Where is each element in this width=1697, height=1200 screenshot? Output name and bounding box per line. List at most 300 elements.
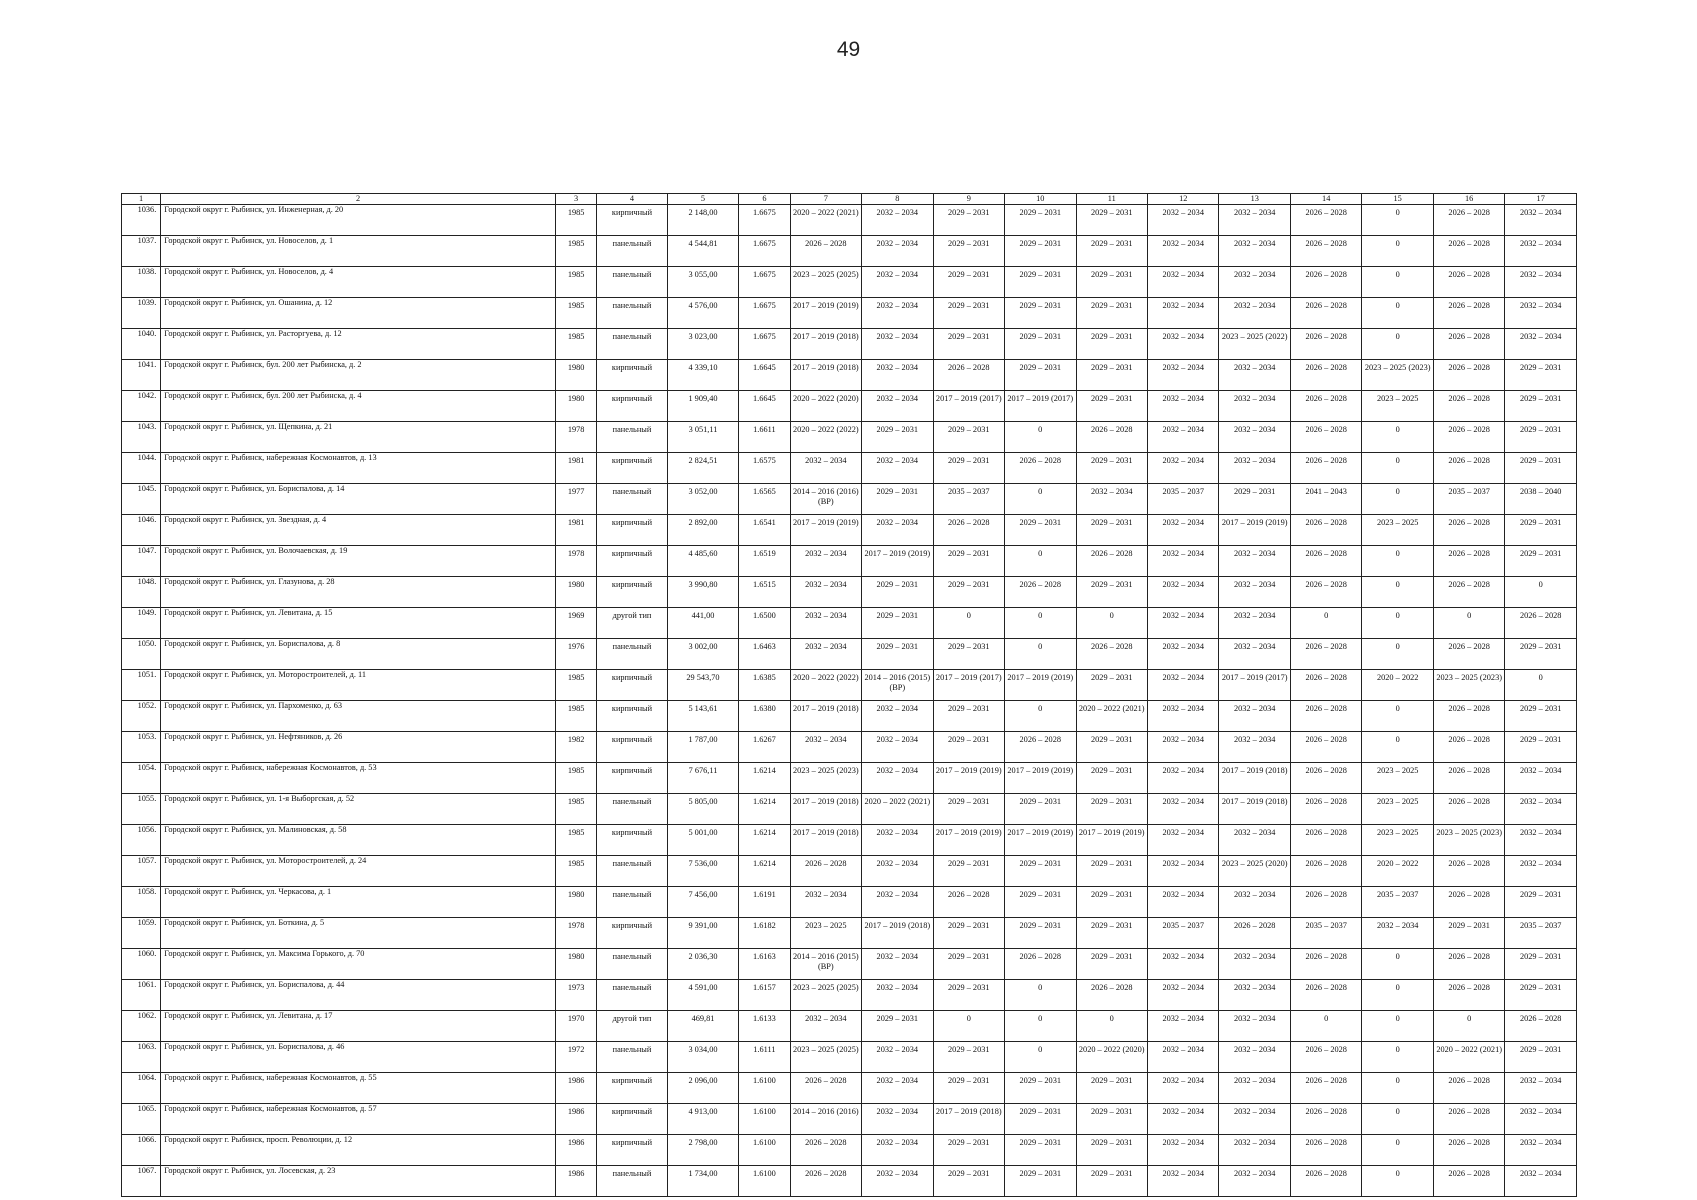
data-cell: 2035 – 2037 bbox=[933, 484, 1004, 515]
data-cell: 9 391,00 bbox=[667, 918, 738, 949]
data-cell: 2026 – 2028 bbox=[1076, 980, 1147, 1011]
data-cell: 5 143,61 bbox=[667, 701, 738, 732]
data-cell: 2029 – 2031 bbox=[1505, 980, 1577, 1011]
row-number-cell: 1037. bbox=[122, 236, 161, 267]
data-cell: 2029 – 2031 bbox=[933, 1135, 1004, 1166]
data-cell: 2032 – 2034 bbox=[862, 732, 933, 763]
data-cell: 2029 – 2031 bbox=[1076, 515, 1147, 546]
data-cell: 2023 – 2025 bbox=[1362, 825, 1433, 856]
data-cell: 2017 – 2019 (2018) bbox=[790, 360, 861, 391]
data-cell: 2026 – 2028 bbox=[1290, 1042, 1361, 1073]
data-cell: 1 734,00 bbox=[667, 1166, 738, 1197]
data-cell: кирпичный bbox=[597, 1073, 667, 1104]
data-cell: 1.6191 bbox=[739, 887, 790, 918]
data-cell: 1985 bbox=[555, 267, 596, 298]
data-cell: 2026 – 2028 bbox=[1290, 887, 1361, 918]
data-cell: 2026 – 2028 bbox=[790, 1135, 861, 1166]
data-cell: 1.6675 bbox=[739, 329, 790, 360]
data-cell: 2029 – 2031 bbox=[1076, 205, 1147, 236]
data-cell: 441,00 bbox=[667, 608, 738, 639]
address-cell: Городской округ г. Рыбинск, ул. Левитана, д. 17 bbox=[161, 1011, 556, 1042]
data-cell: 2029 – 2031 bbox=[1505, 949, 1577, 980]
address-cell: Городской округ г. Рыбинск, бул. 200 лет Рыбинска, д. 4 bbox=[161, 391, 556, 422]
data-cell: 2026 – 2028 bbox=[1290, 949, 1361, 980]
data-cell: 0 bbox=[1362, 546, 1433, 577]
data-cell: 1980 bbox=[555, 887, 596, 918]
data-cell: 0 bbox=[1362, 267, 1433, 298]
data-cell: 2026 – 2028 bbox=[933, 360, 1004, 391]
data-cell: 1.6541 bbox=[739, 515, 790, 546]
data-cell: 2020 – 2022 (2022) bbox=[790, 670, 861, 701]
data-cell: 2029 – 2031 bbox=[1005, 1135, 1076, 1166]
data-cell: 2026 – 2028 bbox=[1433, 515, 1504, 546]
data-cell: 2017 – 2019 (2018) bbox=[1219, 763, 1290, 794]
row-number-cell: 1038. bbox=[122, 267, 161, 298]
data-cell: 2029 – 2031 bbox=[933, 701, 1004, 732]
data-cell: кирпичный bbox=[597, 453, 667, 484]
data-cell: 0 bbox=[1362, 949, 1433, 980]
data-cell: 2026 – 2028 bbox=[790, 236, 861, 267]
address-cell: Городской округ г. Рыбинск, ул. Бориспалова, д. 44 bbox=[161, 980, 556, 1011]
data-cell: 2032 – 2034 bbox=[1219, 391, 1290, 422]
data-cell: 2032 – 2034 bbox=[1219, 205, 1290, 236]
column-number-cell: 6 bbox=[739, 194, 790, 205]
data-cell: 2032 – 2034 bbox=[790, 639, 861, 670]
data-cell: 2032 – 2034 bbox=[790, 453, 861, 484]
housing-repair-schedule-table bbox=[121, 193, 1577, 1197]
data-cell: 1.6385 bbox=[739, 670, 790, 701]
data-cell: 2041 – 2043 bbox=[1290, 484, 1361, 515]
data-cell: кирпичный bbox=[597, 391, 667, 422]
data-cell: 1985 bbox=[555, 236, 596, 267]
data-cell: 3 002,00 bbox=[667, 639, 738, 670]
data-cell: 2032 – 2034 bbox=[1505, 236, 1577, 267]
data-cell: 2029 – 2031 bbox=[862, 422, 933, 453]
row-number-cell: 1060. bbox=[122, 949, 161, 980]
data-cell: 1985 bbox=[555, 205, 596, 236]
data-cell: 2032 – 2034 bbox=[1076, 484, 1147, 515]
data-cell: 2017 – 2019 (2019) bbox=[790, 298, 861, 329]
data-cell: 2026 – 2028 bbox=[1290, 825, 1361, 856]
table-row bbox=[122, 577, 1577, 608]
data-cell: 2032 – 2034 bbox=[862, 453, 933, 484]
data-cell: 1.6100 bbox=[739, 1104, 790, 1135]
data-cell: 2026 – 2028 bbox=[1433, 639, 1504, 670]
data-cell: 1.6519 bbox=[739, 546, 790, 577]
data-cell: 2029 – 2031 bbox=[1076, 577, 1147, 608]
data-cell: 2032 – 2034 bbox=[790, 887, 861, 918]
data-cell: 2032 – 2034 bbox=[1147, 1166, 1218, 1197]
data-cell: 2029 – 2031 bbox=[862, 577, 933, 608]
address-cell: Городской округ г. Рыбинск, ул. Левитана, д. 15 bbox=[161, 608, 556, 639]
data-cell: 2026 – 2028 bbox=[790, 1166, 861, 1197]
data-cell: кирпичный bbox=[597, 515, 667, 546]
data-cell: 2020 – 2022 (2022) bbox=[790, 422, 861, 453]
table-row bbox=[122, 887, 1577, 918]
data-cell: 2032 – 2034 bbox=[1147, 639, 1218, 670]
data-cell: 1.6675 bbox=[739, 205, 790, 236]
data-cell: 2032 – 2034 bbox=[1219, 1042, 1290, 1073]
data-cell: 2029 – 2031 bbox=[1505, 887, 1577, 918]
data-cell: 2017 – 2019 (2018) bbox=[790, 794, 861, 825]
data-cell: 2029 – 2031 bbox=[1076, 1073, 1147, 1104]
row-number-cell: 1045. bbox=[122, 484, 161, 515]
data-cell: 0 bbox=[1005, 546, 1076, 577]
row-number-cell: 1042. bbox=[122, 391, 161, 422]
data-cell: 2032 – 2034 bbox=[1505, 298, 1577, 329]
data-cell: 2017 – 2019 (2017) bbox=[1005, 391, 1076, 422]
data-cell: 2032 – 2034 bbox=[1147, 329, 1218, 360]
data-cell: 1980 bbox=[555, 391, 596, 422]
data-cell: 0 bbox=[1362, 577, 1433, 608]
row-number-cell: 1040. bbox=[122, 329, 161, 360]
data-cell: 2032 – 2034 bbox=[1147, 360, 1218, 391]
data-cell: 2026 – 2028 bbox=[1433, 391, 1504, 422]
data-cell: 2032 – 2034 bbox=[1219, 267, 1290, 298]
data-cell: 2020 – 2022 (2021) bbox=[1433, 1042, 1504, 1073]
row-number-cell: 1055. bbox=[122, 794, 161, 825]
data-cell: 0 bbox=[1362, 608, 1433, 639]
data-cell: 2026 – 2028 bbox=[790, 856, 861, 887]
data-cell: 2026 – 2028 bbox=[1433, 577, 1504, 608]
table-row bbox=[122, 794, 1577, 825]
table-row bbox=[122, 701, 1577, 732]
data-cell: 2023 – 2025 bbox=[1362, 763, 1433, 794]
data-cell: панельный bbox=[597, 267, 667, 298]
table-row bbox=[122, 1104, 1577, 1135]
data-cell: другой тип bbox=[597, 1011, 667, 1042]
table-row bbox=[122, 391, 1577, 422]
data-cell: 2032 – 2034 bbox=[862, 391, 933, 422]
address-cell: Городской округ г. Рыбинск, ул. 1-я Выборгская, д. 52 bbox=[161, 794, 556, 825]
data-cell: 2029 – 2031 bbox=[862, 608, 933, 639]
data-cell: 2032 – 2034 bbox=[1219, 825, 1290, 856]
data-cell: 2032 – 2034 bbox=[1505, 1135, 1577, 1166]
data-cell: 2032 – 2034 bbox=[862, 763, 933, 794]
data-cell: 2 892,00 bbox=[667, 515, 738, 546]
data-cell: 1.6133 bbox=[739, 1011, 790, 1042]
data-cell: 2029 – 2031 bbox=[933, 546, 1004, 577]
data-cell: 0 bbox=[1362, 329, 1433, 360]
data-cell: 2032 – 2034 bbox=[1147, 980, 1218, 1011]
data-cell: 2017 – 2019 (2017) bbox=[933, 391, 1004, 422]
data-cell: 2038 – 2040 bbox=[1505, 484, 1577, 515]
address-cell: Городской округ г. Рыбинск, ул. Расторгуева, д. 12 bbox=[161, 329, 556, 360]
column-number-cell: 7 bbox=[790, 194, 861, 205]
data-cell: 2032 – 2034 bbox=[1147, 546, 1218, 577]
data-cell: 2032 – 2034 bbox=[1505, 825, 1577, 856]
data-cell: 2026 – 2028 bbox=[1433, 980, 1504, 1011]
data-cell: 2032 – 2034 bbox=[1147, 267, 1218, 298]
row-number-cell: 1057. bbox=[122, 856, 161, 887]
table-row bbox=[122, 1011, 1577, 1042]
data-cell: 2029 – 2031 bbox=[1076, 949, 1147, 980]
data-cell: 2026 – 2028 bbox=[1290, 763, 1361, 794]
data-cell: 1986 bbox=[555, 1166, 596, 1197]
data-cell: кирпичный bbox=[597, 1104, 667, 1135]
data-cell: 5 001,00 bbox=[667, 825, 738, 856]
data-cell: 2032 – 2034 bbox=[862, 329, 933, 360]
data-cell: 1.6675 bbox=[739, 267, 790, 298]
data-cell: 2026 – 2028 bbox=[1290, 298, 1361, 329]
column-number-cell: 17 bbox=[1505, 194, 1577, 205]
data-cell: 2023 – 2025 bbox=[1362, 794, 1433, 825]
data-cell: 2020 – 2022 (2021) bbox=[1076, 701, 1147, 732]
data-cell: 2023 – 2025 (2022) bbox=[1219, 329, 1290, 360]
data-cell: 0 bbox=[1505, 577, 1577, 608]
data-cell: панельный bbox=[597, 1166, 667, 1197]
data-cell: кирпичный bbox=[597, 360, 667, 391]
data-cell: 2026 – 2028 bbox=[1433, 1104, 1504, 1135]
data-cell: 2026 – 2028 bbox=[1290, 1104, 1361, 1135]
data-cell: 3 990,80 bbox=[667, 577, 738, 608]
data-cell: 2026 – 2028 bbox=[1005, 949, 1076, 980]
data-cell: 1.6611 bbox=[739, 422, 790, 453]
data-cell: 2014 – 2016 (2016) (ВР) bbox=[790, 484, 861, 515]
data-cell: 2029 – 2031 bbox=[1505, 453, 1577, 484]
data-cell: 4 591,00 bbox=[667, 980, 738, 1011]
data-cell: 2032 – 2034 bbox=[790, 608, 861, 639]
data-cell: 1.6163 bbox=[739, 949, 790, 980]
data-cell: 2032 – 2034 bbox=[1147, 236, 1218, 267]
data-cell: 2032 – 2034 bbox=[1219, 639, 1290, 670]
data-cell: 2032 – 2034 bbox=[862, 515, 933, 546]
table-row bbox=[122, 856, 1577, 887]
data-cell: 2020 – 2022 (2021) bbox=[862, 794, 933, 825]
data-cell: 2029 – 2031 bbox=[1005, 236, 1076, 267]
data-cell: 2026 – 2028 bbox=[1290, 701, 1361, 732]
data-cell: 0 bbox=[1362, 422, 1433, 453]
column-number-cell: 16 bbox=[1433, 194, 1504, 205]
data-cell: 2032 – 2034 bbox=[1147, 825, 1218, 856]
row-number-cell: 1046. bbox=[122, 515, 161, 546]
data-cell: 2026 – 2028 bbox=[1005, 453, 1076, 484]
data-cell: 2032 – 2034 bbox=[1505, 267, 1577, 298]
data-cell: 2032 – 2034 bbox=[1219, 360, 1290, 391]
data-cell: 2017 – 2019 (2018) bbox=[790, 701, 861, 732]
data-cell: 2032 – 2034 bbox=[1219, 949, 1290, 980]
data-cell: 2026 – 2028 bbox=[1433, 1166, 1504, 1197]
data-cell: 1986 bbox=[555, 1135, 596, 1166]
table-row bbox=[122, 484, 1577, 515]
data-cell: 2032 – 2034 bbox=[862, 205, 933, 236]
data-cell: 2032 – 2034 bbox=[1147, 422, 1218, 453]
address-cell: Городской округ г. Рыбинск, ул. Ошанина, д. 12 bbox=[161, 298, 556, 329]
address-cell: Городской округ г. Рыбинск, просп. Революции, д. 12 bbox=[161, 1135, 556, 1166]
column-number-header-row bbox=[122, 194, 1577, 205]
data-cell: 1978 bbox=[555, 546, 596, 577]
data-cell: 2029 – 2031 bbox=[1005, 794, 1076, 825]
data-cell: 2026 – 2028 bbox=[1433, 1073, 1504, 1104]
data-cell: 0 bbox=[1362, 732, 1433, 763]
data-cell: 1986 bbox=[555, 1073, 596, 1104]
data-cell: 0 bbox=[1005, 422, 1076, 453]
data-cell: 0 bbox=[1362, 980, 1433, 1011]
data-cell: 2032 – 2034 bbox=[790, 577, 861, 608]
row-number-cell: 1054. bbox=[122, 763, 161, 794]
data-cell: 3 051,11 bbox=[667, 422, 738, 453]
data-cell: 2029 – 2031 bbox=[1005, 1104, 1076, 1135]
data-cell: 2026 – 2028 bbox=[1290, 794, 1361, 825]
data-cell: 2032 – 2034 bbox=[1219, 1166, 1290, 1197]
data-cell: 0 bbox=[1362, 484, 1433, 515]
data-cell: 2029 – 2031 bbox=[933, 980, 1004, 1011]
data-cell: 2032 – 2034 bbox=[1147, 577, 1218, 608]
address-cell: Городской округ г. Рыбинск, набережная Космонавтов, д. 13 bbox=[161, 453, 556, 484]
data-cell: 2029 – 2031 bbox=[1005, 267, 1076, 298]
data-cell: 2026 – 2028 bbox=[1433, 763, 1504, 794]
address-cell: Городской округ г. Рыбинск, ул. Бориспалова, д. 8 bbox=[161, 639, 556, 670]
table-row bbox=[122, 298, 1577, 329]
data-cell: 2032 – 2034 bbox=[1505, 205, 1577, 236]
address-cell: Городской округ г. Рыбинск, набережная Космонавтов, д. 57 bbox=[161, 1104, 556, 1135]
page-number: 49 bbox=[836, 38, 861, 61]
data-cell: 1985 bbox=[555, 856, 596, 887]
data-cell: 0 bbox=[1076, 1011, 1147, 1042]
data-cell: 1.6575 bbox=[739, 453, 790, 484]
data-cell: 2029 – 2031 bbox=[1076, 887, 1147, 918]
row-number-cell: 1059. bbox=[122, 918, 161, 949]
data-cell: 2023 – 2025 bbox=[790, 918, 861, 949]
data-cell: 2032 – 2034 bbox=[1147, 670, 1218, 701]
data-cell: 2032 – 2034 bbox=[1219, 1011, 1290, 1042]
data-cell: 1.6380 bbox=[739, 701, 790, 732]
data-cell: 2020 – 2022 bbox=[1362, 856, 1433, 887]
data-cell: 2032 – 2034 bbox=[1219, 546, 1290, 577]
address-cell: Городской округ г. Рыбинск, ул. Лосевская, д. 23 bbox=[161, 1166, 556, 1197]
data-cell: 2017 – 2019 (2018) bbox=[933, 1104, 1004, 1135]
table-row bbox=[122, 918, 1577, 949]
data-cell: 2029 – 2031 bbox=[1505, 639, 1577, 670]
data-cell: 1 787,00 bbox=[667, 732, 738, 763]
data-cell: кирпичный bbox=[597, 205, 667, 236]
data-cell: 1982 bbox=[555, 732, 596, 763]
data-cell: 2026 – 2028 bbox=[1290, 453, 1361, 484]
data-cell: 1.6565 bbox=[739, 484, 790, 515]
address-cell: Городской округ г. Рыбинск, набережная Космонавтов, д. 53 bbox=[161, 763, 556, 794]
data-cell: панельный bbox=[597, 856, 667, 887]
table-row bbox=[122, 515, 1577, 546]
data-cell: 3 034,00 bbox=[667, 1042, 738, 1073]
data-cell: панельный bbox=[597, 949, 667, 980]
data-cell: 2023 – 2025 (2025) bbox=[790, 267, 861, 298]
data-cell: 2032 – 2034 bbox=[862, 980, 933, 1011]
data-cell: панельный bbox=[597, 236, 667, 267]
row-number-cell: 1047. bbox=[122, 546, 161, 577]
data-cell: 2 148,00 bbox=[667, 205, 738, 236]
data-cell: 2032 – 2034 bbox=[1147, 515, 1218, 546]
data-cell: панельный bbox=[597, 639, 667, 670]
data-cell: 2029 – 2031 bbox=[1076, 391, 1147, 422]
data-cell: 2032 – 2034 bbox=[1219, 732, 1290, 763]
data-cell: 2029 – 2031 bbox=[1076, 763, 1147, 794]
row-number-cell: 1064. bbox=[122, 1073, 161, 1104]
column-number-cell: 13 bbox=[1219, 194, 1290, 205]
data-cell: 2029 – 2031 bbox=[1005, 918, 1076, 949]
data-cell: 2026 – 2028 bbox=[1290, 515, 1361, 546]
address-cell: Городской округ г. Рыбинск, ул. Пархоменко, д. 63 bbox=[161, 701, 556, 732]
data-cell: 2032 – 2034 bbox=[1147, 608, 1218, 639]
data-cell: 2017 – 2019 (2018) bbox=[790, 329, 861, 360]
data-cell: другой тип bbox=[597, 608, 667, 639]
data-cell: 2017 – 2019 (2018) bbox=[862, 918, 933, 949]
data-cell: 1.6157 bbox=[739, 980, 790, 1011]
data-cell: 1981 bbox=[555, 515, 596, 546]
data-cell: 2017 – 2019 (2019) bbox=[790, 515, 861, 546]
row-number-cell: 1062. bbox=[122, 1011, 161, 1042]
data-cell: 2032 – 2034 bbox=[1505, 763, 1577, 794]
data-cell: 2032 – 2034 bbox=[1219, 608, 1290, 639]
data-cell: 1970 bbox=[555, 1011, 596, 1042]
address-cell: Городской округ г. Рыбинск, ул. Малиновская, д. 58 bbox=[161, 825, 556, 856]
data-cell: 2032 – 2034 bbox=[862, 1104, 933, 1135]
data-cell: 2032 – 2034 bbox=[862, 236, 933, 267]
data-cell: 2029 – 2031 bbox=[1076, 794, 1147, 825]
data-cell: 2029 – 2031 bbox=[1005, 329, 1076, 360]
data-cell: 0 bbox=[1362, 1135, 1433, 1166]
data-cell: 2032 – 2034 bbox=[862, 825, 933, 856]
row-number-cell: 1066. bbox=[122, 1135, 161, 1166]
data-cell: 2032 – 2034 bbox=[862, 701, 933, 732]
data-cell: 2032 – 2034 bbox=[1147, 453, 1218, 484]
data-cell: 2029 – 2031 bbox=[1505, 422, 1577, 453]
data-cell: 2032 – 2034 bbox=[1147, 701, 1218, 732]
data-cell: 2032 – 2034 bbox=[790, 1011, 861, 1042]
data-cell: 2029 – 2031 bbox=[1076, 267, 1147, 298]
data-cell: 2032 – 2034 bbox=[1219, 236, 1290, 267]
data-cell: 2026 – 2028 bbox=[1433, 732, 1504, 763]
data-cell: 1.6463 bbox=[739, 639, 790, 670]
data-cell: 2026 – 2028 bbox=[1433, 453, 1504, 484]
data-cell: 2026 – 2028 bbox=[1505, 1011, 1577, 1042]
data-cell: 2029 – 2031 bbox=[862, 639, 933, 670]
data-cell: 1985 bbox=[555, 763, 596, 794]
data-cell: 2014 – 2016 (2015) (ВР) bbox=[790, 949, 861, 980]
data-cell: 2026 – 2028 bbox=[1433, 794, 1504, 825]
data-cell: 2020 – 2022 (2021) bbox=[790, 205, 861, 236]
data-cell: 2 036,30 bbox=[667, 949, 738, 980]
data-cell: 1977 bbox=[555, 484, 596, 515]
data-cell: 4 913,00 bbox=[667, 1104, 738, 1135]
data-cell: 3 052,00 bbox=[667, 484, 738, 515]
data-cell: 2035 – 2037 bbox=[1433, 484, 1504, 515]
data-cell: 2029 – 2031 bbox=[1005, 360, 1076, 391]
data-cell: 1.6675 bbox=[739, 298, 790, 329]
address-cell: Городской округ г. Рыбинск, ул. Боткина, д. 5 bbox=[161, 918, 556, 949]
data-cell: 2017 – 2019 (2019) bbox=[1219, 515, 1290, 546]
data-cell: 2026 – 2028 bbox=[1433, 205, 1504, 236]
data-cell: 2032 – 2034 bbox=[862, 887, 933, 918]
data-cell: 1985 bbox=[555, 298, 596, 329]
data-cell: 2026 – 2028 bbox=[1290, 856, 1361, 887]
table-row bbox=[122, 639, 1577, 670]
row-number-cell: 1041. bbox=[122, 360, 161, 391]
data-cell: 2026 – 2028 bbox=[1433, 1135, 1504, 1166]
data-cell: 2029 – 2031 bbox=[1219, 484, 1290, 515]
data-cell: 0 bbox=[1362, 639, 1433, 670]
data-cell: 2023 – 2025 (2023) bbox=[790, 763, 861, 794]
data-cell: 2029 – 2031 bbox=[933, 856, 1004, 887]
data-cell: 2026 – 2028 bbox=[790, 1073, 861, 1104]
data-cell: 2032 – 2034 bbox=[1147, 887, 1218, 918]
data-cell: 0 bbox=[1362, 1166, 1433, 1197]
column-number-cell: 1 bbox=[122, 194, 161, 205]
data-cell: 29 543,70 bbox=[667, 670, 738, 701]
data-cell: 2032 – 2034 bbox=[862, 856, 933, 887]
table-row bbox=[122, 329, 1577, 360]
data-cell: 2017 – 2019 (2019) bbox=[933, 825, 1004, 856]
data-cell: 2029 – 2031 bbox=[1505, 360, 1577, 391]
